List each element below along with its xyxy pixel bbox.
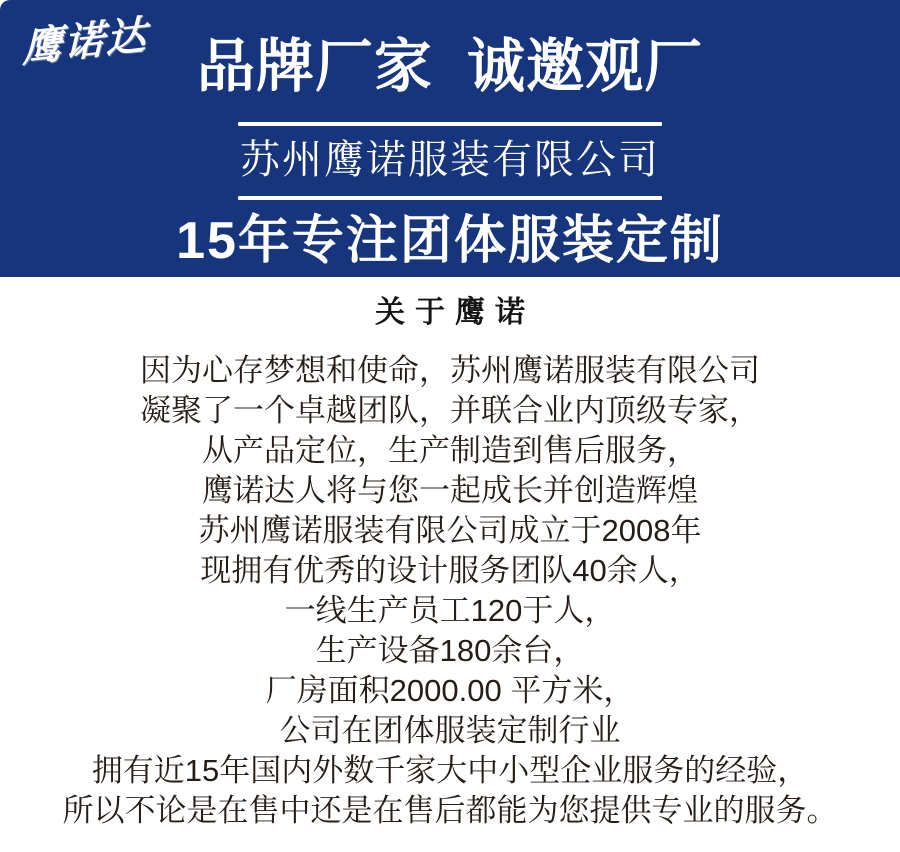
about-line: 苏州鹰诺服装有限公司成立于2008年	[198, 513, 702, 548]
about-line: 所以不论是在售中还是在售后都能为您提供专业的服务。	[62, 793, 838, 828]
banner	[0, 0, 900, 277]
about-section	[0, 277, 900, 831]
divider-bottom	[238, 196, 662, 200]
about-line: 公司在团体服装定制行业	[279, 713, 621, 748]
company-name: 苏州鹰诺服装有限公司	[240, 137, 660, 182]
about-body	[0, 351, 900, 831]
banner-subtitle: 15年专注团体服装定制	[176, 211, 724, 270]
about-line: 一线生产员工120于人，	[284, 593, 616, 628]
about-line: 生产设备180余台，	[315, 633, 585, 668]
about-line: 因为心存梦想和使命，苏州鹰诺服装有限公司	[140, 353, 760, 388]
brand-logo: 鹰诺达	[22, 11, 148, 72]
about-line: 现拥有优秀的设计服务团队40余人，	[200, 553, 700, 588]
about-line: 凝聚了一个卓越团队，并联合业内顶级专家，	[140, 393, 760, 428]
banner-title: 品牌厂家 诚邀观厂	[196, 34, 704, 99]
divider-top	[238, 122, 662, 126]
about-line: 鹰诺达人将与您一起成长并创造辉煌	[202, 473, 698, 508]
about-heading: 关于鹰诺	[375, 296, 535, 329]
about-line: 从产品定位，生产制造到售后服务，	[202, 433, 698, 468]
about-line: 拥有近15年国内外数千家大中小型企业服务的经验，	[91, 753, 809, 788]
about-line: 厂房面积2000.00 平方米，	[265, 673, 635, 708]
